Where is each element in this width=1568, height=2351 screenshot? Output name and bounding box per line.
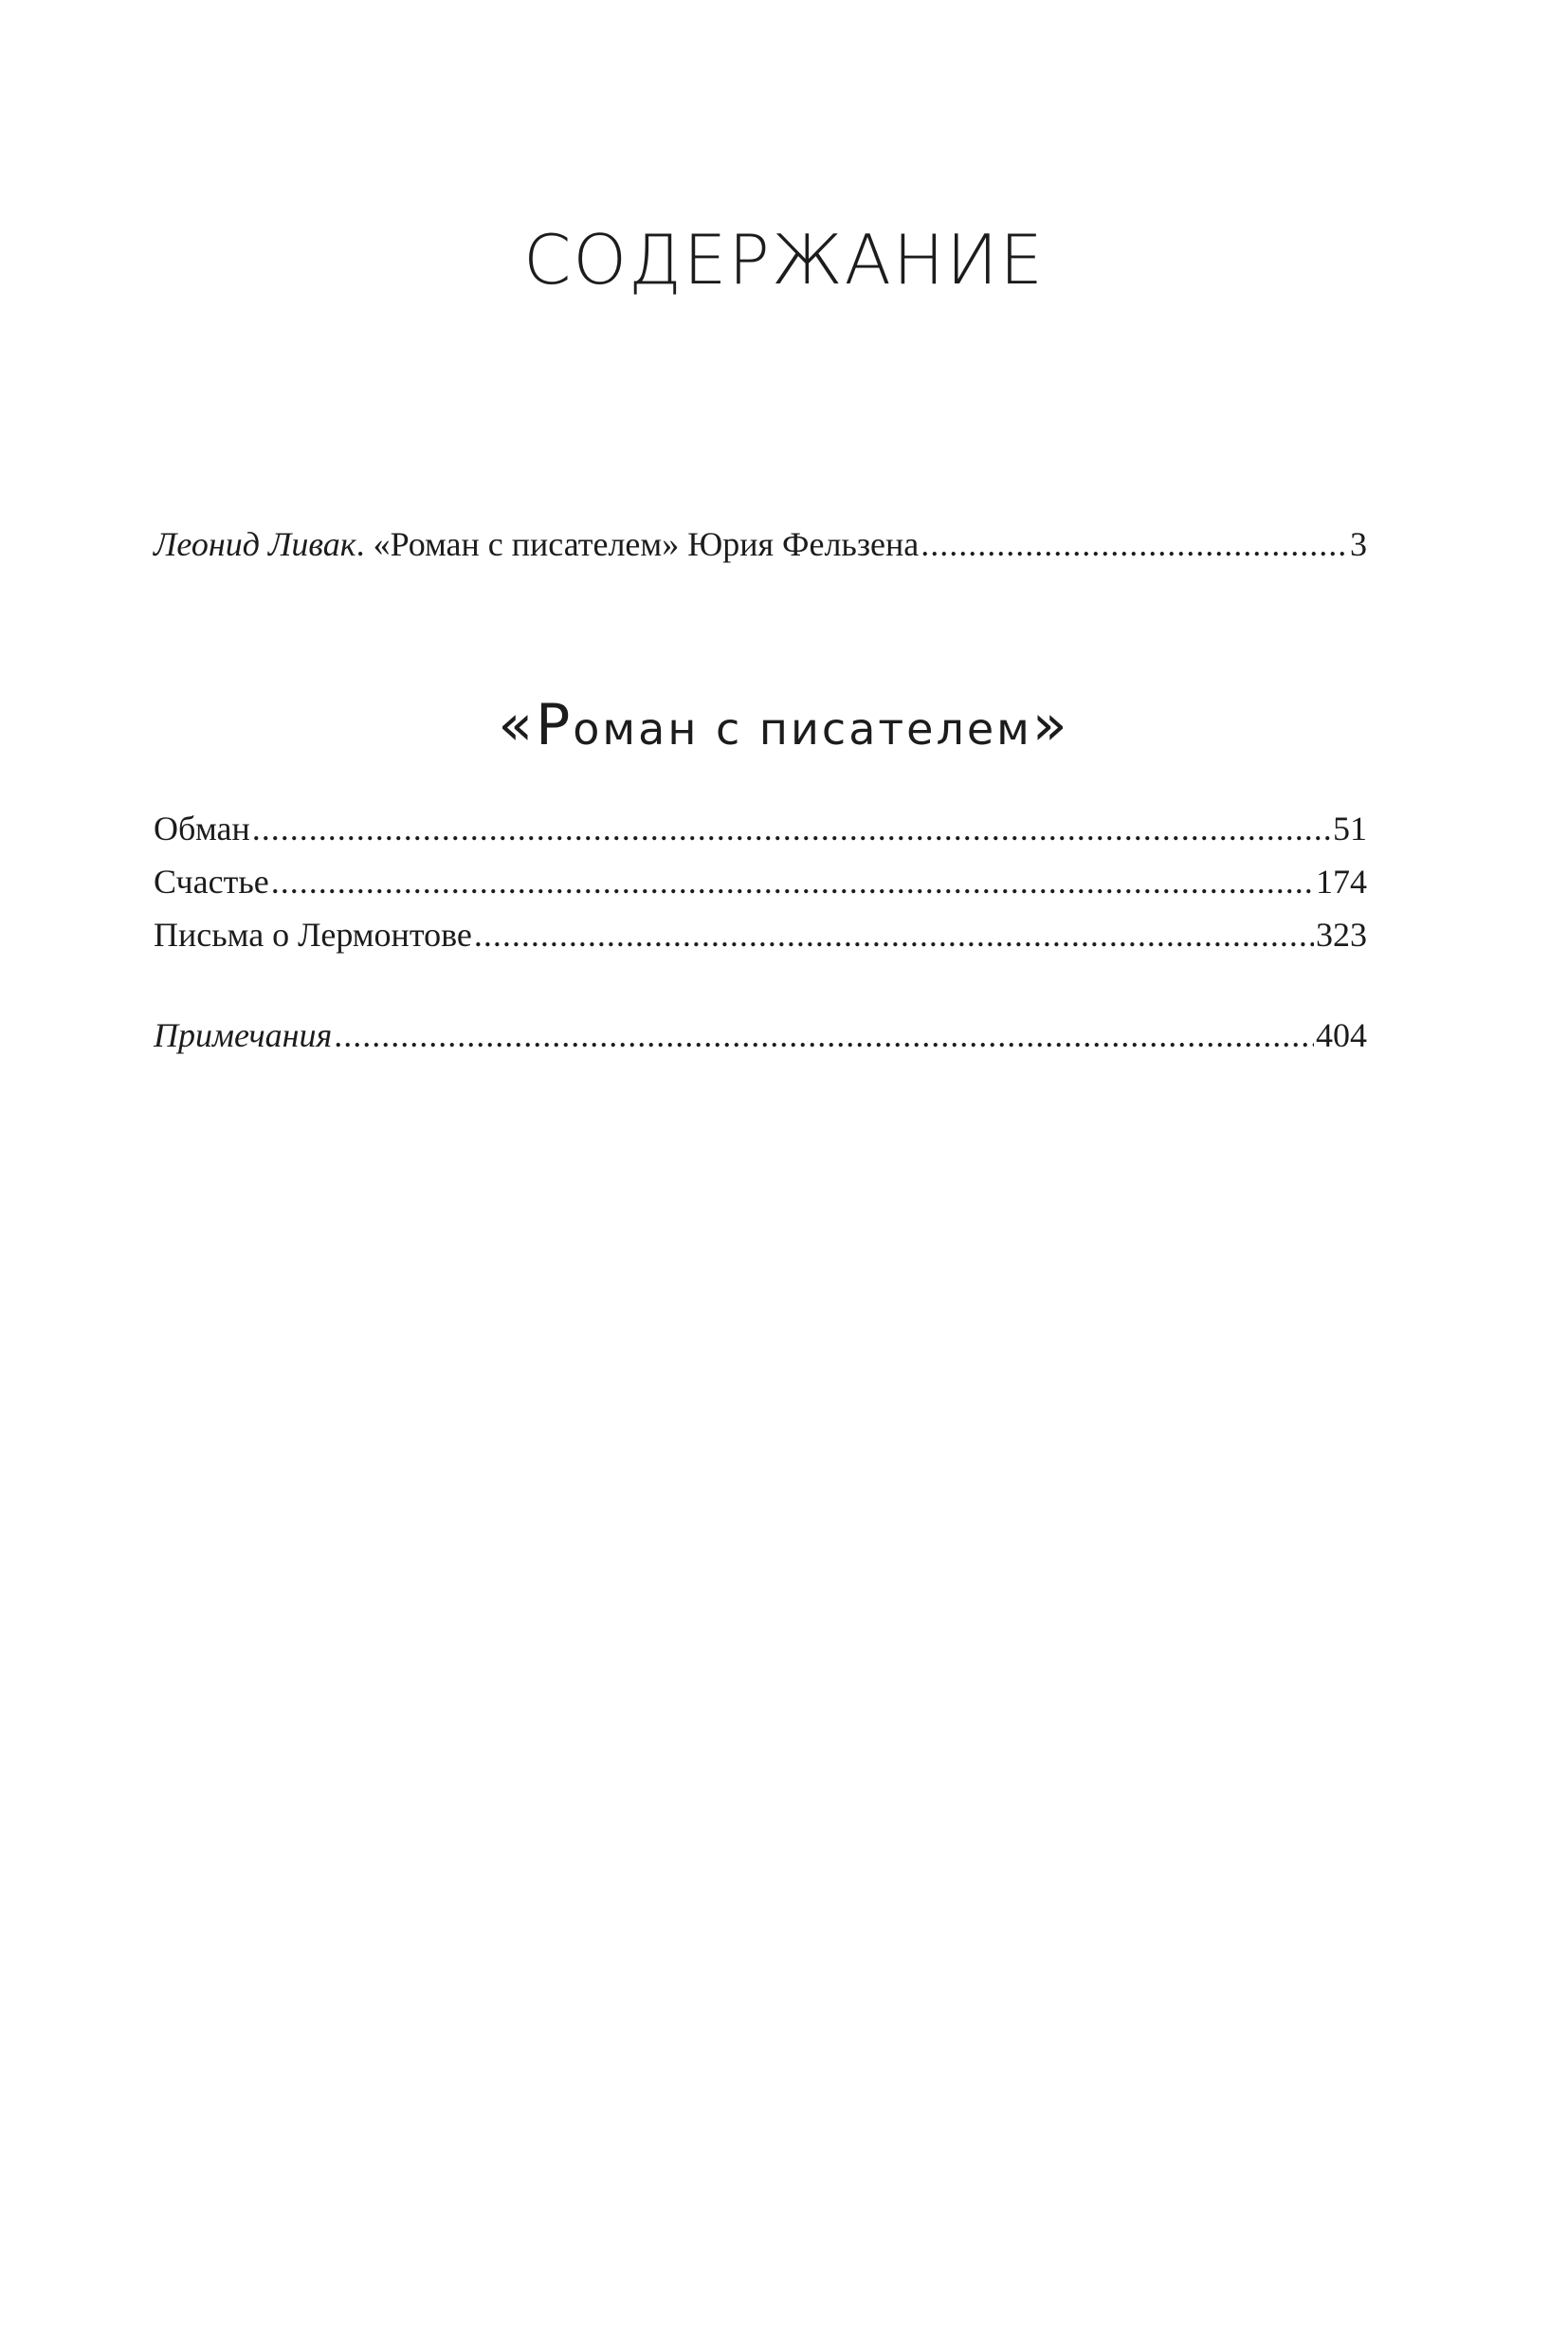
dot-leader <box>334 1018 1314 1052</box>
toc-entry-intro-text <box>154 527 919 561</box>
toc-entry-page: 323 <box>1316 916 1367 954</box>
toc-entry-title: Обман <box>154 810 250 847</box>
toc-entry-author: Леонид Ливак <box>154 525 356 563</box>
toc-entry-notes[interactable] <box>154 1018 1367 1052</box>
section-title-rest: оман с писателем <box>573 703 1032 755</box>
page-title: СОДЕРЖАНИЕ <box>523 220 1045 300</box>
toc-entry-title: Письма о Лермонтове <box>154 916 472 954</box>
section-title-open-quote: « <box>498 692 537 758</box>
section-title <box>0 692 1568 758</box>
toc-entry[interactable] <box>154 918 1367 952</box>
toc-entry-title: Примечания <box>154 1016 333 1054</box>
toc-entry[interactable] <box>154 811 1367 846</box>
toc-entry[interactable] <box>154 865 1367 899</box>
toc-entry-intro-title: «Роман с писателем» Юрия Фельзена <box>364 525 920 563</box>
section-title-close-quote: » <box>1031 692 1070 758</box>
section-title-first-letter: Р <box>536 692 574 758</box>
dot-leader <box>921 527 1348 561</box>
toc-entry-page: 174 <box>1316 863 1367 901</box>
toc-entry-title: Счастье <box>154 863 269 901</box>
toc-entry-page: 51 <box>1333 810 1367 847</box>
toc-entry-author-separator: . <box>356 525 365 563</box>
dot-leader <box>252 811 1331 846</box>
toc-entry-page: 3 <box>1350 525 1367 563</box>
dot-leader <box>271 865 1314 899</box>
toc-entry-intro[interactable] <box>154 527 1367 561</box>
dot-leader <box>474 918 1314 952</box>
toc-entry-page: 404 <box>1316 1016 1367 1054</box>
